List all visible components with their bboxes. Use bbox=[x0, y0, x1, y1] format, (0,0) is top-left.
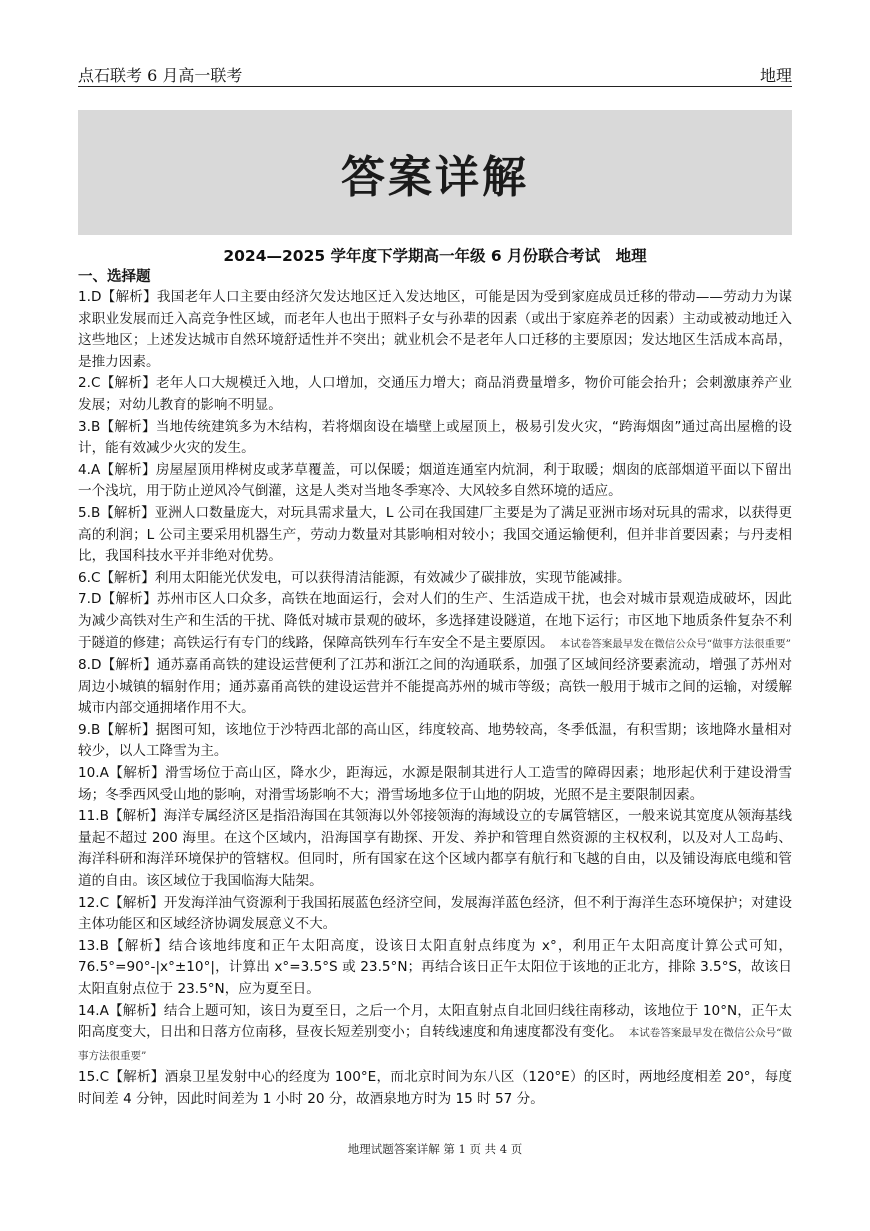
answer-item-9 bbox=[78, 720, 792, 763]
answer-list bbox=[78, 287, 792, 1111]
answer-item-5 bbox=[78, 503, 792, 568]
answer-text: 3.B【解析】当地传统建筑多为木结构，若将烟囱设在墙壁上或屋顶上，极易引发火灾，“跨海烟囱”通过高出屋檐的设计，能有效减少火灾的发生。 bbox=[78, 418, 792, 457]
answer-text: 13.B【解析】结合该地纬度和正午太阳高度，设该日太阳直射点纬度为 x°，利用正午太阳高度计算公式可知，76.5°=90°-|x°±10°|，计算出 x°=3.5°S 或 23.5°N；再结合该日正午太阳位于该地的正北方，排除 3.5°S，故该日太阳直射点位于 23.5°N，应为夏至日。 bbox=[78, 937, 792, 997]
answer-text: 5.B【解析】亚洲人口数量庞大，对玩具需求量大，L 公司在我国建厂主要是为了满足亚洲市场对玩具的需求，以获得更高的利润；L 公司主要采用机器生产，劳动力数量对其影响相对较小；我国交通运输便利，但并非首要因素；与丹麦相比，我国科技水平并非绝对优势。 bbox=[78, 504, 792, 565]
answer-text: 10.A【解析】滑雪场位于高山区，降水少，距海远，水源是限制其进行人工造雪的障碍因素；地形起伏利于建设滑雪场；冬季西风受山地的影响，对滑雪场影响不大；滑雪场地多位于山地的阴坡，光照不是主要限制因素。 bbox=[78, 765, 792, 803]
answer-item-13 bbox=[78, 936, 792, 1001]
answer-item-3 bbox=[78, 417, 792, 460]
answer-text: 14.A【解析】结合上题可知，该日为夏至日，之后一个月，太阳直射点自北回归线往南移动，该地位于 10°N，正午太阳高度变大，日出和日落方位南移，昼夜长短差别变小；自转线速度和角速度都没有变化。 bbox=[78, 1002, 792, 1041]
banner-title: 答案详解 bbox=[341, 151, 529, 203]
answer-text: 2.C【解析】老年人口大规模迁入地，人口增加，交通压力增大；商品消费量增多，物价可能会抬升；会刺激康养产业发展；对幼儿教育的影响不明显。 bbox=[78, 375, 792, 413]
watermark-note: 本试卷答案最早发在微信公众号“做事方法很重要” bbox=[559, 637, 792, 650]
page-header bbox=[78, 60, 792, 87]
answer-item-8 bbox=[78, 655, 792, 720]
document-title: 2024—2025 学年度下学期高一年级 6 月份联合考试 地理 bbox=[223, 247, 647, 265]
answer-text: 4.A【解析】房屋屋顶用桦树皮或茅草覆盖，可以保暖；烟道连通室内炕洞，利于取暖；烟囱的底部烟道平面以下留出一个浅坑，用于防止逆风冷气倒灌，这是人类对当地冬季寒冷、大风较多自然环境的适应。 bbox=[78, 461, 792, 500]
watermark-note: 本试卷答案最早发在微信公众号“做事方法很重要” bbox=[78, 1027, 792, 1062]
answer-text: 8.D【解析】通苏嘉甬高铁的建设运营便利了江苏和浙江之间的沟通联系，加强了区域间经济要素流动，增强了苏州对周边小城镇的辐射作用；通苏嘉甬高铁的建设运营并不能提高苏州的城市等级；高铁一般用于城市之间的运输，对缓解城市内部交通拥堵作用不大。 bbox=[78, 657, 792, 717]
answer-item-10 bbox=[78, 763, 792, 806]
answer-item-14 bbox=[78, 1001, 792, 1068]
answer-item-7 bbox=[78, 589, 792, 655]
answer-text: 11.B【解析】海洋专属经济区是指沿海国在其领海以外邻接领海的海域设立的专属管辖区，一般来说其宽度从领海基线量起不超过 200 海里。在这个区域内，沿海国享有勘探、开发、养护和管理自然资源的主权权利，以及对人工岛屿、海洋科研和海洋环境保护的管辖权。但同时，所有国家在这个区域内都享有航行和飞越的自由，以及铺设海底电缆和管道的自由。该区域位于我国临海大陆架。 bbox=[78, 808, 792, 890]
answer-item-12 bbox=[78, 893, 792, 936]
answer-text: 6.C【解析】利用太阳能光伏发电，可以获得清洁能源，有效减少了碳排放，实现节能减排。 bbox=[78, 569, 631, 586]
answer-text: 12.C【解析】开发海洋油气资源利于我国拓展蓝色经济空间，发展海洋蓝色经济，但不利于海洋生态环境保护；对建设主体功能区和区域经济协调发展意义不大。 bbox=[78, 894, 792, 933]
answer-item-4 bbox=[78, 460, 792, 503]
answer-item-6 bbox=[78, 568, 792, 590]
answer-item-1 bbox=[78, 287, 792, 373]
page-footer: 地理试题答案详解 第 1 页 共 4 页 bbox=[347, 1142, 523, 1156]
answer-item-2 bbox=[78, 373, 792, 416]
title-banner bbox=[78, 110, 792, 235]
answer-text: 9.B【解析】据图可知，该地位于沙特西北部的高山区，纬度较高、地势较高，冬季低温，有积雪期；该地降水量相对较少，以人工降雪为主。 bbox=[78, 721, 792, 760]
answer-text: 7.D【解析】苏州市区人口众多，高铁在地面运行，会对人们的生产、生活造成干扰，也会对城市景观造成破坏，因此为减少高铁对生产和生活的干扰、降低对城市景观的破坏，多选择建设隧道，在地下运行；市区地下地质条件复杂不利于隧道的修建；高铁运行有专门的线路，保障高铁列车行车安全不是主要原因。 bbox=[78, 591, 792, 651]
answer-text: 1.D【解析】我国老年人口主要由经济欠发达地区迁入发达地区，可能是因为受到家庭成员迁移的带动——劳动力为谋求职业发展而迁入高竞争性区域，而老年人也出于照料子女与孙辈的因素（或出于家庭养老的因素）主动或被动地迁入这些地区；上述发达城市自然环境舒适性并不突出；就业机会不是老年人口迁移的主要原因；发达地区生活成本高昂，是推力因素。 bbox=[78, 289, 792, 370]
answer-item-15 bbox=[78, 1067, 792, 1110]
answer-text: 15.C【解析】酒泉卫星发射中心的经度为 100°E，而北京时间为东八区（120°E）的区时，两地经度相差 20°，每度时间差 4 分钟，因此时间差为 1 小时 20 分，故酒泉地方时为 15 时 57 分。 bbox=[78, 1069, 792, 1107]
answer-item-11 bbox=[78, 806, 792, 892]
header-exam-name: 点石联考 6 月高一联考 bbox=[78, 66, 243, 85]
section-title: 一、选择题 bbox=[78, 269, 151, 285]
header-subject: 地理 bbox=[759, 66, 792, 85]
